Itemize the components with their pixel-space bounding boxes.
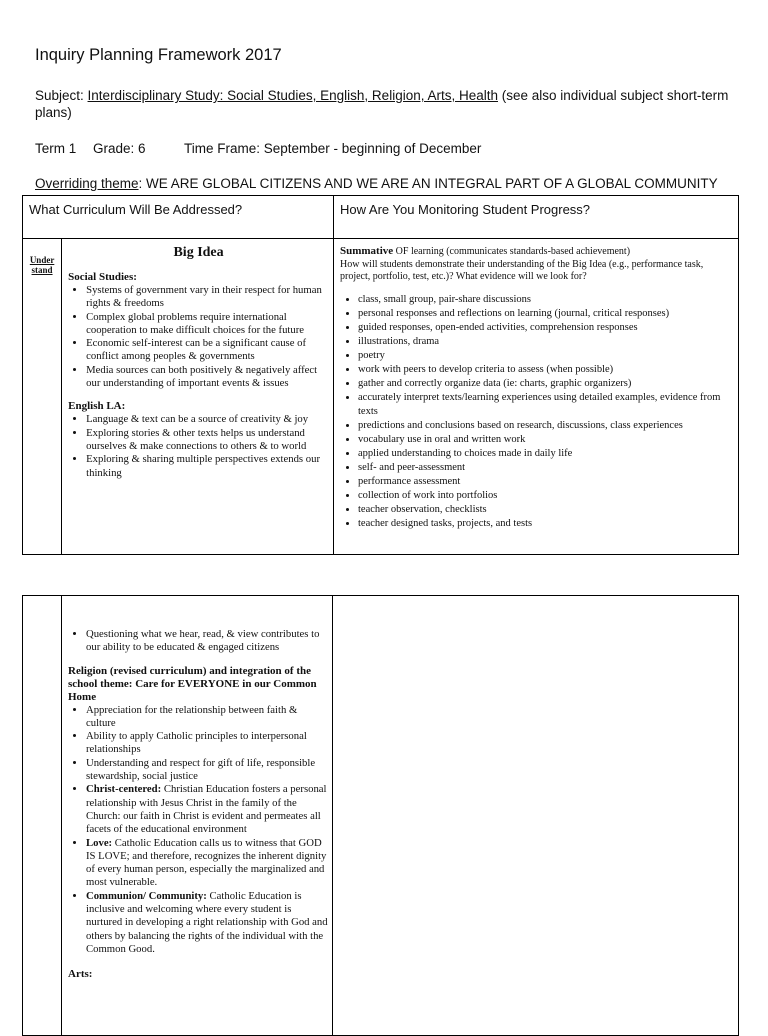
english-list-continued [68,628,328,655]
monitoring-header: How Are You Monitoring Student Progress? [334,196,739,239]
curriculum-table [22,195,739,555]
curriculum-cell-continued [62,596,333,1036]
subject-note: (see also individual subject short-term plans) [35,88,729,120]
overriding-theme [35,176,718,191]
list-item: • Christ-centered: Christian Education fosters a personal relationship with Jesus Christ in the family of the Church: our faith in Christ is evident and permeates all facets of the educational environment [86,783,328,836]
theme-label: Overriding theme [35,176,139,191]
evidence-list [340,293,730,531]
list-item: • Appreciation for the relationship between faith & culture [86,704,328,731]
list-item: • vocabulary use in oral and written work [358,433,730,447]
term: Term 1 [35,141,77,156]
list-item: • Complex global problems require international cooperation to make difficult choices for the future [86,311,329,338]
term-line [35,141,481,156]
social-studies-title: Social Studies: [68,271,137,283]
list-item: • Exploring & sharing multiple perspectives extends our thinking [86,453,329,480]
curriculum-header: What Curriculum Will Be Addressed? [23,196,334,239]
arts-title: Arts: [68,968,93,981]
list-item: • illustrations, drama [358,335,730,349]
row-label-understand: Under stand [23,239,62,555]
page-title: Inquiry Planning Framework 2017 [35,46,282,64]
list-item: • poetry [358,349,730,363]
list-item: • predictions and conclusions based on research, discussions, class experiences [358,419,730,433]
list-item: • Questioning what we hear, read, & view contributes to our ability to be educated & engaged citizens [86,628,328,655]
list-item: • Economic self-interest can be a significant cause of conflict among peoples & governments [86,337,329,364]
list-item: • Exploring stories & other texts helps us understand ourselves & make connections to others & to world [86,427,329,454]
list-item: • Communion/ Community: Catholic Education is inclusive and welcoming where every student is nurtured in developing a right relationship with God and others by balancing the rights of the individual with the Common Good. [86,890,328,956]
grade: Grade: 6 [93,141,146,156]
list-item: • Love: Catholic Education calls us to witness that GOD IS LOVE; and therefore, recognizes the inherent dignity of every human person, especially the marginalized and most vulnerable. [86,837,328,890]
subject-line [35,87,745,121]
list-item: • collection of work into portfolios [358,489,730,503]
social-studies-list [68,284,329,390]
list-item: • Systems of government vary in their respect for human rights & freedoms [86,284,329,311]
curriculum-table-continued [22,595,739,1036]
list-item: • personal responses and reflections on learning (journal, critical responses) [358,307,730,321]
subject-value: Interdisciplinary Study: Social Studies, English, Religion, Arts, Health [87,88,498,103]
list-item: • gather and correctly organize data (ie: charts, graphic organizers) [358,377,730,391]
religion-title: Religion (revised curriculum) and integration of the school theme: Care for EVERYONE in our Common Home [68,664,317,703]
list-item: • class, small group, pair-share discussions [358,293,730,307]
english-list [68,413,329,479]
monitoring-cell [334,239,739,555]
timeframe: Time Frame: September - beginning of December [184,141,482,156]
list-item: • work with peers to develop criteria to assess (when possible) [358,363,730,377]
big-idea-heading: Big Idea [173,245,224,260]
monitoring-cell-continued [333,596,739,1036]
list-item: • teacher designed tasks, projects, and tests [358,517,730,531]
curriculum-cell [62,239,334,555]
list-item: • self- and peer-assessment [358,461,730,475]
list-item: • Ability to apply Catholic principles to interpersonal relationships [86,730,328,757]
list-item: • Media sources can both positively & negatively affect our understanding of important events & issues [86,364,329,391]
list-item: • Understanding and respect for gift of life, responsible stewardship, social justice [86,757,328,784]
row-label-empty [23,596,62,1036]
theme-text: : WE ARE GLOBAL CITIZENS AND WE ARE AN INTEGRAL PART OF A GLOBAL COMMUNITY [138,176,718,191]
list-item: • accurately interpret texts/learning experiences using detailed examples, evidence from texts [358,391,730,419]
list-item: • applied understanding to choices made in daily life [358,447,730,461]
summative-text: Summative OF learning (communicates standards-based achievement) How will students demonstrate their understanding of the Big Idea (e.g., performance task, project, portfolio, test, etc.)? What evidence will we look for? [340,245,704,282]
list-item: • guided responses, open-ended activities, comprehension responses [358,321,730,335]
list-item: • Language & text can be a source of creativity & joy [86,413,329,426]
english-title: English LA: [68,400,126,413]
religion-list [68,704,328,957]
list-item: • performance assessment [358,475,730,489]
subject-label: Subject: [35,88,84,103]
list-item: • teacher observation, checklists [358,503,730,517]
